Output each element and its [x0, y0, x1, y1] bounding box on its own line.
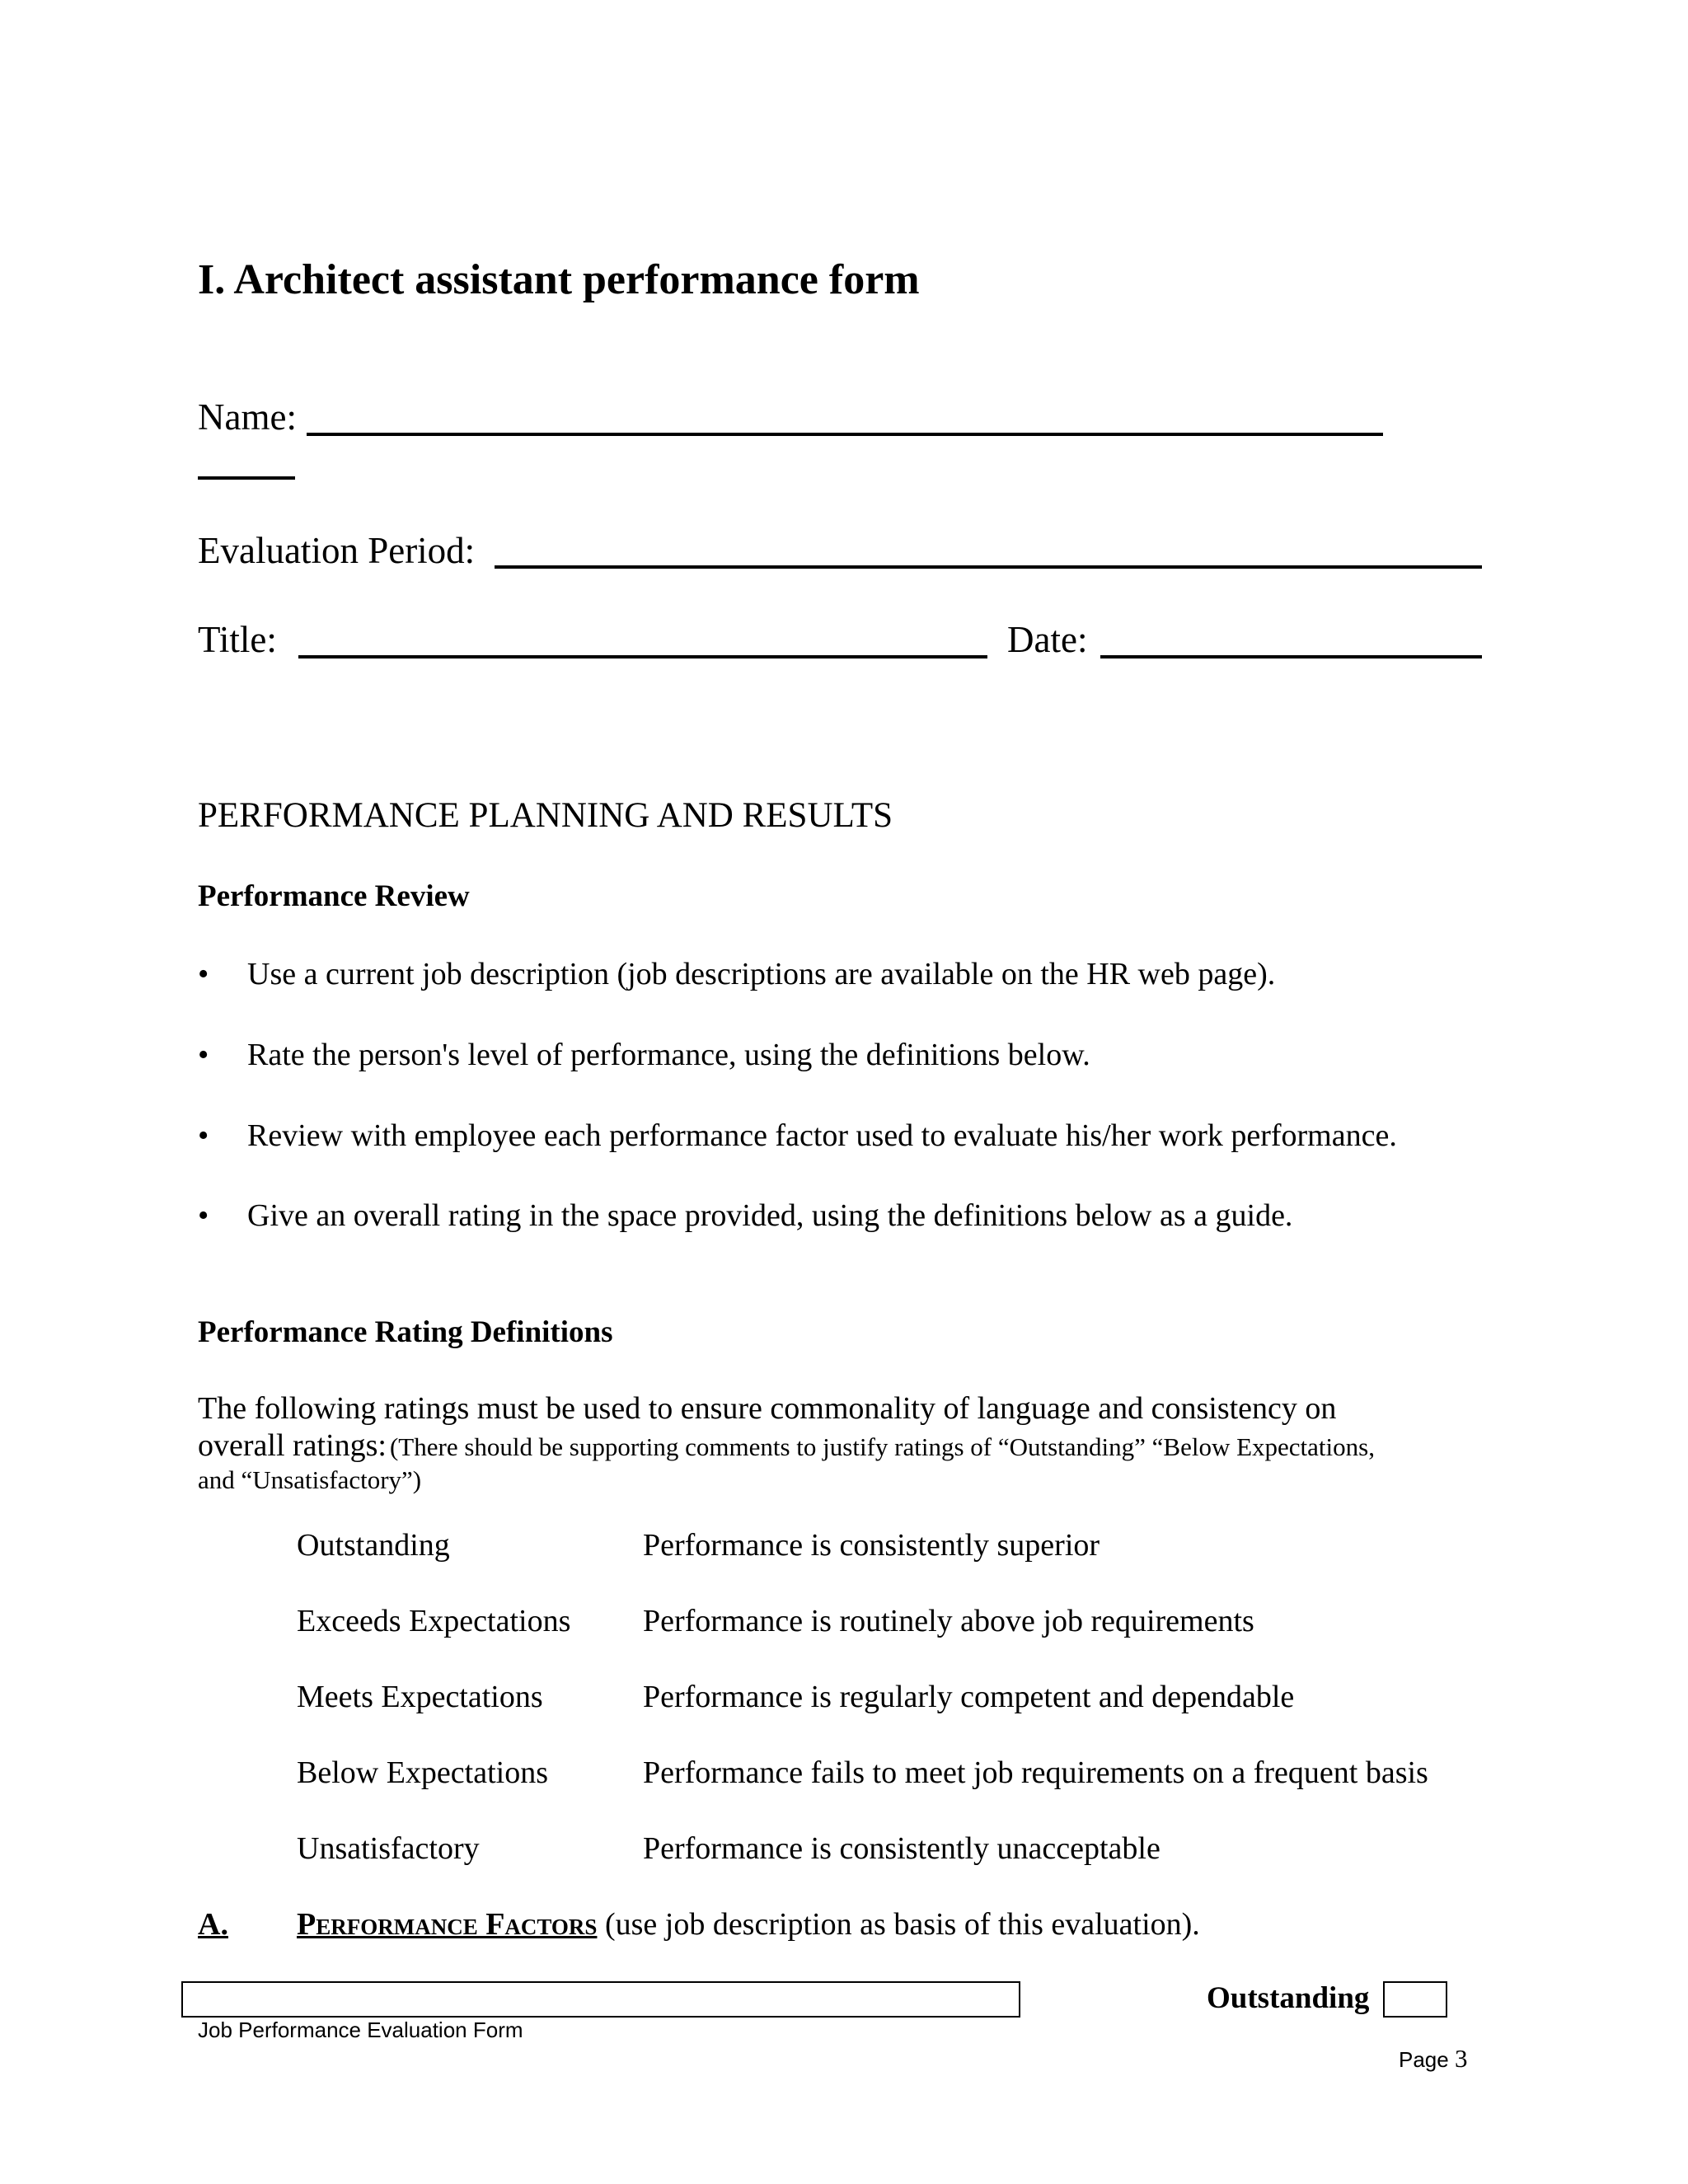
bullet-icon: •	[198, 1038, 209, 1072]
name-label: Name:	[198, 396, 297, 438]
table-rating-label: Outstanding	[1207, 1981, 1370, 2015]
page-number	[1399, 2044, 1467, 2074]
rating-description: Performance fails to meet job requirements on a frequent basis	[643, 1755, 1428, 1790]
list-item: Rate the person's level of performance, using the definitions below.	[247, 1038, 1090, 1072]
section-title: Performance Factors	[297, 1907, 598, 1942]
section-note: (use job description as basis of this evaluation).	[604, 1907, 1200, 1942]
list-item: Give an overall rating in the space provided, using the definitions below as a guide.	[247, 1198, 1293, 1233]
bullet-icon: •	[198, 1118, 209, 1153]
footer-form-name: Job Performance Evaluation Form	[198, 2018, 523, 2042]
bullet-icon: •	[198, 957, 209, 991]
rating-description: Performance is regularly competent and dependable	[643, 1680, 1295, 1714]
title-field-line[interactable]	[298, 655, 987, 658]
performance-review-heading: Performance Review	[198, 879, 470, 913]
name-field-line[interactable]	[307, 433, 1383, 436]
list-item: Use a current job description (job descriptions are available on the HR web page).	[247, 957, 1276, 991]
definitions-intro-note: (There should be supporting comments to justify ratings of “Outstanding” “Below Expectations,	[389, 1432, 1375, 1461]
definitions-intro-lead: overall ratings:	[198, 1428, 387, 1463]
performance-factors-heading	[198, 1906, 1200, 1943]
definitions-intro-line3: and “Unsatisfactory”)	[198, 1465, 422, 1494]
bullet-icon: •	[198, 1198, 209, 1233]
name-field-line-continued[interactable]	[198, 476, 295, 480]
rating-label: Below Expectations	[297, 1755, 548, 1790]
definitions-intro-line1: The following ratings must be used to ensure commonality of language and consistency on	[198, 1391, 1337, 1426]
date-field-line[interactable]	[1100, 655, 1482, 658]
section-letter: A.	[198, 1907, 228, 1942]
evaluation-period-field-line[interactable]	[495, 565, 1482, 569]
title-label: Title:	[198, 619, 277, 660]
rating-label: Meets Expectations	[297, 1680, 543, 1714]
form-title: I. Architect assistant performance form	[198, 256, 920, 303]
list-item: Review with employee each performance factor used to evaluate his/her work performance.	[247, 1118, 1397, 1153]
section-heading-planning: PERFORMANCE PLANNING AND RESULTS	[198, 796, 893, 835]
rating-description: Performance is consistently superior	[643, 1528, 1100, 1563]
rating-checkbox[interactable]	[1383, 1981, 1447, 2018]
rating-label: Outstanding	[297, 1528, 450, 1563]
rating-description: Performance is routinely above job requirements	[643, 1604, 1254, 1638]
rating-label: Unsatisfactory	[297, 1831, 480, 1866]
factor-description-cell	[181, 1981, 1020, 2018]
date-label: Date:	[1007, 619, 1088, 660]
evaluation-period-label: Evaluation Period:	[198, 530, 476, 571]
rating-definitions-heading: Performance Rating Definitions	[198, 1315, 613, 1349]
definitions-intro-line2	[198, 1427, 1375, 1464]
page-word: Page	[1399, 2047, 1449, 2072]
rating-description: Performance is consistently unacceptable	[643, 1831, 1160, 1866]
rating-label: Exceeds Expectations	[297, 1604, 571, 1638]
page-number-value: 3	[1454, 2044, 1468, 2073]
